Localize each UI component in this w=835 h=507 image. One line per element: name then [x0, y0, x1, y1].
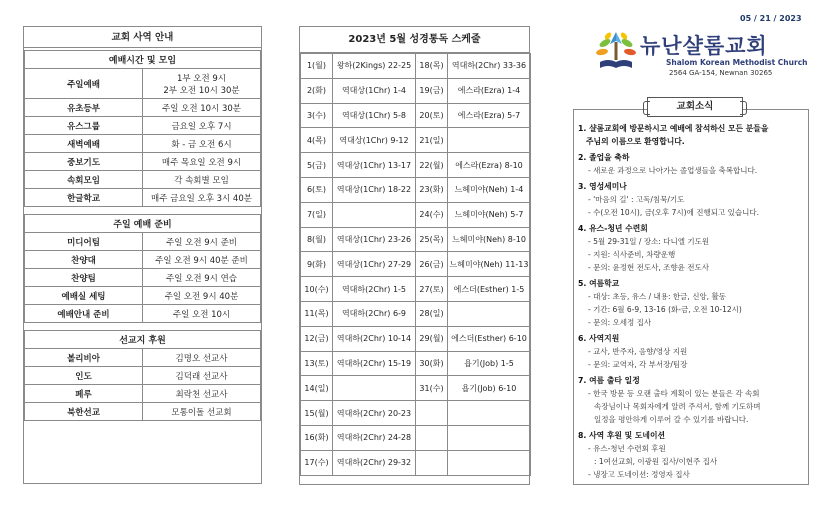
- reading-date: [416, 425, 448, 450]
- worship-header: 예배시간 및 모임: [25, 51, 261, 69]
- reading-date: 22(월): [416, 153, 448, 178]
- worship-value: 화 - 금 오전 6시: [143, 135, 261, 153]
- mission-support-table: [24, 330, 261, 421]
- reading-passage: 역대하(2Chr) 33-36: [448, 54, 531, 79]
- reading-date: 29(월): [416, 326, 448, 351]
- prep-value: 주일 오전 10시: [143, 305, 261, 323]
- news-item-line: - 문의: 윤정현 전도사, 조향윤 전도사: [588, 263, 709, 272]
- reading-passage: 역대하(2Chr) 6-9: [333, 301, 416, 326]
- worship-key: 속회모임: [25, 171, 143, 189]
- news-item-title: 8. 사역 후원 및 도네이션: [578, 431, 666, 440]
- reading-date: 15(월): [301, 401, 333, 426]
- reading-row: [301, 450, 531, 475]
- worship-key: 새벽예배: [25, 135, 143, 153]
- reading-row: [301, 177, 531, 202]
- reading-date: 9(화): [301, 252, 333, 277]
- news-item-line: - 한국 방문 등 오랜 출타 계획이 있는 분들은 각 속회: [588, 389, 760, 398]
- worship-value: 주일 오전 10시 30분: [143, 99, 261, 117]
- reading-date: 12(금): [301, 326, 333, 351]
- reading-date: 10(수): [301, 277, 333, 302]
- news-item: [578, 122, 804, 148]
- news-item-title: 5. 여름학교: [578, 279, 620, 288]
- reading-date: 25(목): [416, 227, 448, 252]
- news-item-line: 속장님이나 목회자에게 알려 주셔서, 함께 기도하며: [594, 402, 761, 411]
- news-item: [578, 180, 804, 219]
- reading-row: [301, 351, 531, 376]
- worship-key: 주일예배: [25, 69, 143, 99]
- reading-row: [301, 326, 531, 351]
- worship-key: 유초등부: [25, 99, 143, 117]
- reading-passage: [448, 425, 531, 450]
- church-name-en: Shalom Korean Methodist Church: [666, 58, 808, 67]
- tree-book-icon: [596, 28, 636, 74]
- mission-value: 모통이돌 선교회: [143, 403, 261, 421]
- reading-passage: [448, 128, 531, 153]
- reading-date: 8(월): [301, 227, 333, 252]
- reading-passage: [448, 450, 531, 475]
- reading-date: 19(금): [416, 78, 448, 103]
- bible-reading-panel: [299, 26, 530, 485]
- reading-date: 27(토): [416, 277, 448, 302]
- news-item: [578, 332, 804, 371]
- reading-row: [301, 103, 531, 128]
- prep-header: 주일 예배 준비: [25, 215, 261, 233]
- mission-value: 김덕래 선교사: [143, 367, 261, 385]
- reading-passage: 욥기(Job) 6-10: [448, 376, 531, 401]
- reading-date: 18(목): [416, 54, 448, 79]
- prep-key: 예배실 세팅: [25, 287, 143, 305]
- news-item-line: - 교사, 반주자, 음향/영상 지원: [588, 347, 688, 356]
- news-item-title: 2. 졸업을 축하: [578, 153, 630, 162]
- mission-header: 선교지 후원: [25, 331, 261, 349]
- news-item-line: - 냉장고 도네이션: 정영자 집사: [588, 470, 690, 479]
- church-name: 뉴난샬롬교회: [640, 34, 768, 58]
- reading-passage: 역대하(2Chr) 1-5: [333, 277, 416, 302]
- reading-date: 13(토): [301, 351, 333, 376]
- reading-date: 14(일): [301, 376, 333, 401]
- reading-passage: 역대하(2Chr) 15-19: [333, 351, 416, 376]
- reading-passage: 에스더(Esther) 1-5: [448, 277, 531, 302]
- news-item-line: - 문의: 오세정 집사: [588, 318, 652, 327]
- mission-key: 볼리비아: [25, 349, 143, 367]
- prep-value: 주일 오전 9시 40분 준비: [143, 251, 261, 269]
- news-item: [578, 222, 804, 274]
- reading-passage: [333, 376, 416, 401]
- reading-passage: 역대상(1Chr) 1-4: [333, 78, 416, 103]
- news-item: [578, 151, 804, 177]
- mission-key: 북한선교: [25, 403, 143, 421]
- prep-key: 예배안내 준비: [25, 305, 143, 323]
- worship-value-line: 1부 오전 9시: [176, 73, 227, 84]
- reading-passage: 역대하(2Chr) 10-14: [333, 326, 416, 351]
- reading-date: 6(토): [301, 177, 333, 202]
- reading-date: 11(목): [301, 301, 333, 326]
- worship-schedule-table: [24, 50, 261, 207]
- news-item-title: 4. 유스-청년 수련회: [578, 224, 648, 233]
- prep-value: 주일 오전 9시 준비: [143, 233, 261, 251]
- prep-key: 미디어팀: [25, 233, 143, 251]
- reading-passage: 역대상(1Chr) 5-8: [333, 103, 416, 128]
- news-item-line: - 지원: 식사준비, 차량운행: [588, 250, 676, 259]
- reading-date: 17(수): [301, 450, 333, 475]
- reading-row: [301, 202, 531, 227]
- reading-date: 21(일): [416, 128, 448, 153]
- worship-key: 중보기도: [25, 153, 143, 171]
- sunday-prep-table: [24, 214, 261, 323]
- worship-value-line: 2부 오전 10시 30분: [163, 85, 240, 96]
- reading-date: 28(일): [416, 301, 448, 326]
- reading-row: [301, 227, 531, 252]
- news-item: [578, 374, 804, 426]
- reading-passage: 역대상(1Chr) 23-26: [333, 227, 416, 252]
- reading-passage: 느헤미야(Neh) 5-7: [448, 202, 531, 227]
- news-item-title: 7. 여름 출타 일정: [578, 376, 640, 385]
- reading-row: [301, 425, 531, 450]
- bulletin-date: 05 / 21 / 2023: [740, 14, 802, 23]
- reading-passage: 느헤미야(Neh) 11-13: [448, 252, 531, 277]
- reading-passage: 에스라(Ezra) 1-4: [448, 78, 531, 103]
- reading-passage: 왕하(2Kings) 22-25: [333, 54, 416, 79]
- reading-passage: 역대하(2Chr) 20-23: [333, 401, 416, 426]
- news-item-line: - 대상: 초등, 유스 / 내용: 한글, 신앙, 활동: [588, 292, 726, 301]
- reading-row: [301, 128, 531, 153]
- reading-passage: 역대하(2Chr) 24-28: [333, 425, 416, 450]
- worship-key: 유스그룹: [25, 117, 143, 135]
- mission-key: 페루: [25, 385, 143, 403]
- bible-reading-title: 2023년 5월 성경통독 스케줄: [300, 27, 529, 53]
- worship-key: 한글학교: [25, 189, 143, 207]
- news-item-line: - '마음의 길' : 고독/침묵/기도: [588, 195, 685, 204]
- news-item-title: 6. 사역지원: [578, 334, 620, 343]
- reading-passage: [333, 202, 416, 227]
- reading-passage: [448, 301, 531, 326]
- reading-row: [301, 401, 531, 426]
- reading-row: [301, 376, 531, 401]
- prep-key: 찬양팀: [25, 269, 143, 287]
- ministry-info-title: 교회 사역 안내: [24, 27, 261, 48]
- news-item: [578, 429, 804, 481]
- news-item-line: - 수(오전 10시), 금(오후 7시)에 진행되고 있습니다.: [588, 208, 759, 217]
- reading-date: 20(토): [416, 103, 448, 128]
- reading-date: 24(수): [416, 202, 448, 227]
- reading-date: 1(월): [301, 54, 333, 79]
- reading-date: 2(화): [301, 78, 333, 103]
- reading-date: 31(수): [416, 376, 448, 401]
- reading-passage: 욥기(Job) 1-5: [448, 351, 531, 376]
- reading-passage: 느헤미야(Neh) 8-10: [448, 227, 531, 252]
- worship-value: 금요일 오후 7시: [143, 117, 261, 135]
- news-item-line: - 5월 29-31일 / 장소: 다니엘 기도원: [588, 237, 710, 246]
- reading-date: 23(화): [416, 177, 448, 202]
- reading-passage: 에스라(Ezra) 8-10: [448, 153, 531, 178]
- mission-value: 김명오 선교사: [143, 349, 261, 367]
- reading-passage: 역대상(1Chr) 27-29: [333, 252, 416, 277]
- bible-reading-table: [300, 53, 531, 476]
- reading-date: [416, 450, 448, 475]
- church-logo: [596, 28, 811, 80]
- reading-date: [416, 401, 448, 426]
- mission-key: 인도: [25, 367, 143, 385]
- church-address: 2564 GA-154, Newnan 30265: [669, 69, 773, 77]
- reading-row: [301, 301, 531, 326]
- news-item-line: - 문의: 교역자, 각 부서장/팀장: [588, 360, 688, 369]
- ministry-info-panel: [23, 26, 262, 484]
- worship-value: [143, 69, 261, 99]
- news-item-title: 3. 영성세미나: [578, 182, 627, 191]
- reading-row: [301, 252, 531, 277]
- news-item: [578, 277, 804, 329]
- worship-value: 각 속회별 모임: [143, 171, 261, 189]
- news-item-line: 일정을 평안하게 이루어 갈 수 있기를 바랍니다.: [594, 415, 749, 424]
- reading-date: 3(수): [301, 103, 333, 128]
- reading-passage: 역대하(2Chr) 29-32: [333, 450, 416, 475]
- reading-passage: 역대상(1Chr) 9-12: [333, 128, 416, 153]
- prep-value: 주일 오전 9시 연습: [143, 269, 261, 287]
- reading-row: [301, 78, 531, 103]
- news-item-line: - 기간: 6월 6-9, 13-16 (화-금, 오전 10-12시): [588, 305, 742, 314]
- reading-row: [301, 54, 531, 79]
- news-item-line: - 유스-청년 수련회 후원: [588, 444, 666, 453]
- church-news-list: [578, 122, 804, 484]
- reading-passage: 에스라(Ezra) 5-7: [448, 103, 531, 128]
- prep-key: 찬양대: [25, 251, 143, 269]
- news-item-line: - 새로운 과정으로 나아가는 졸업생들을 축복합니다.: [588, 166, 758, 175]
- prep-value: 주일 오전 9시 40분: [143, 287, 261, 305]
- mission-value: 최락천 선교사: [143, 385, 261, 403]
- reading-date: 7(일): [301, 202, 333, 227]
- reading-date: 16(화): [301, 425, 333, 450]
- reading-date: 4(목): [301, 128, 333, 153]
- reading-passage: 에스더(Esther) 6-10: [448, 326, 531, 351]
- reading-passage: 느헤미야(Neh) 1-4: [448, 177, 531, 202]
- worship-value: 매주 금요일 오후 3시 40분: [143, 189, 261, 207]
- reading-passage: [448, 401, 531, 426]
- reading-date: 26(금): [416, 252, 448, 277]
- reading-date: 5(금): [301, 153, 333, 178]
- church-news-title: 교회소식: [647, 97, 743, 117]
- reading-row: [301, 153, 531, 178]
- reading-row: [301, 277, 531, 302]
- reading-passage: 역대상(1Chr) 18-22: [333, 177, 416, 202]
- reading-date: 30(화): [416, 351, 448, 376]
- news-item-line: : 1여선교회, 이광원 집사/이현주 집사: [594, 457, 718, 466]
- news-item-title: 주님의 이름으로 환영합니다.: [586, 137, 685, 146]
- worship-value: 매주 목요일 오전 9시: [143, 153, 261, 171]
- news-item-title: 1. 샬롬교회에 방문하시고 예배에 참석하신 모든 분들을: [578, 124, 769, 133]
- reading-passage: 역대상(1Chr) 13-17: [333, 153, 416, 178]
